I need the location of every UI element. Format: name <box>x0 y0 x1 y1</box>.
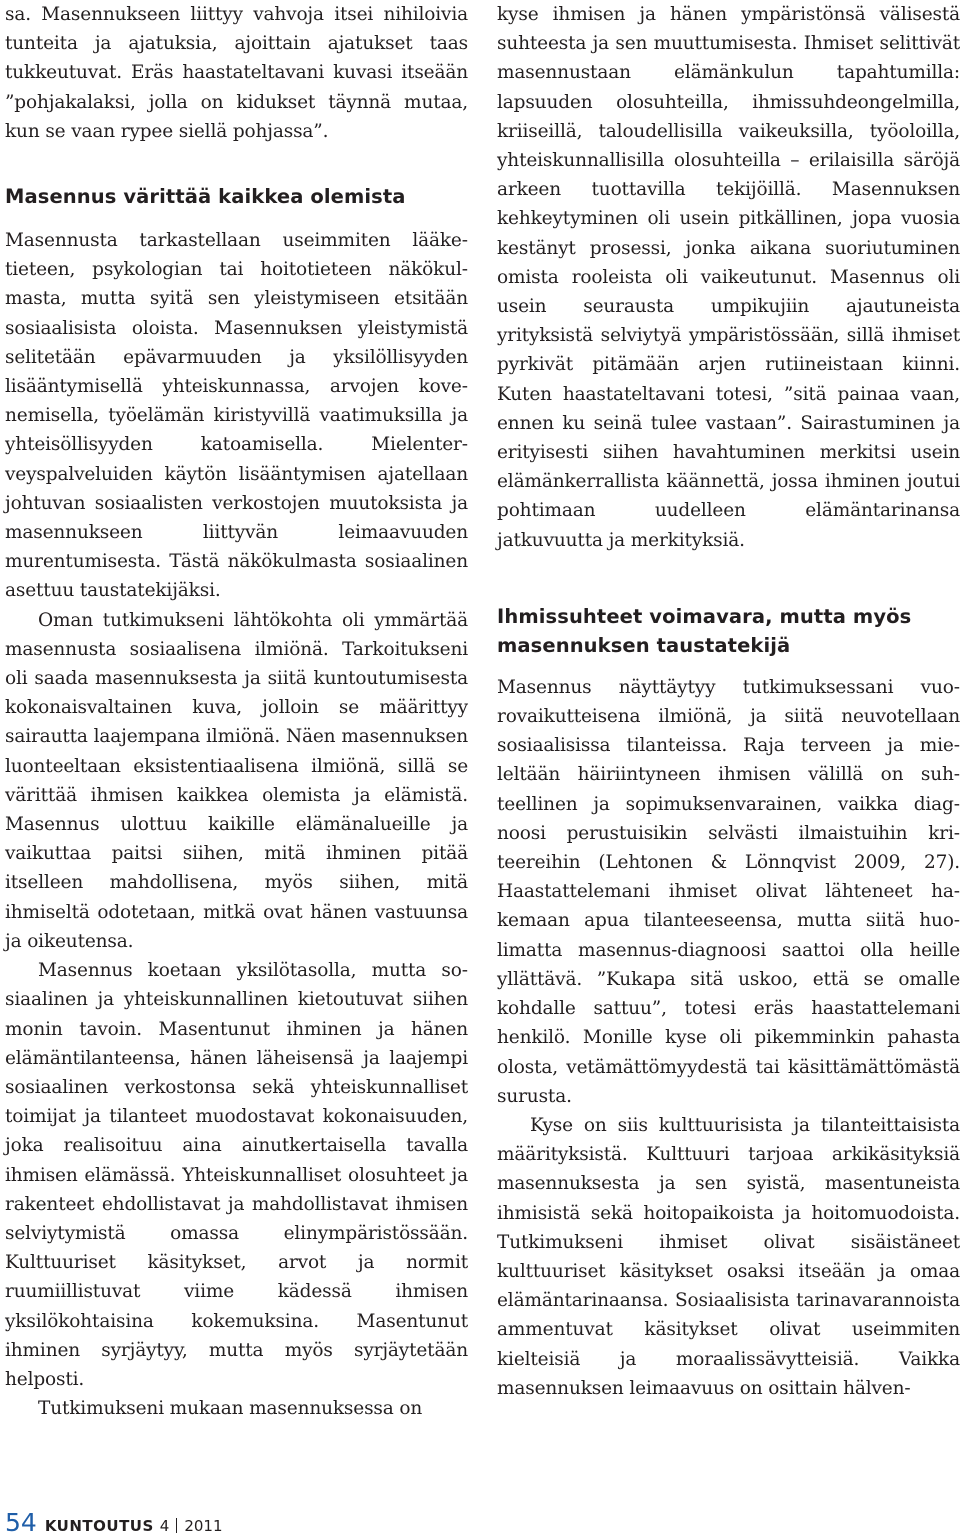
left-column <box>5 0 468 1423</box>
issue-year: 2011 <box>184 1517 223 1535</box>
page-number: 54 <box>5 1508 37 1537</box>
right-paragraph-2: Masennus näyttäytyy tutkimuksessani vuorovaikutteisena ilmiönä, ja siitä neuvotellaan sosiaalisissa tilanteissa. Raja terveen ja mieleltään häiriintyneen ihmisen välillä on suhteellinen ja sopimuksenvarainen, vaikka diagnoosi perustuisikin selvästi ilmaistuihin kriteereihin (Lehtonen & Lönnqvist 2009, 27). Haastattelemani ihmiset olivat lähteneet hakemaan apua tilanteeseensa, mutta siitä huolimatta masennus-diagnoosi saattoi olla heille yllättävä. ”Kukapa sitä uskoo, että se omalle kohdalle sattuu”, totesi eräs haastattelemani henkilö. Monille kyse oli pikemminkin pahasta olosta, vetämättömyydestä tai käsittämättömästä surusta. <box>497 676 960 1107</box>
section-heading-ihmissuhteet: Ihmissuhteet voimavara, mutta myös masennuksen taustatekijä <box>497 604 912 657</box>
right-paragraph-1: kyse ihmisen ja hänen ympäristönsä välisestä suhteesta ja sen muuttumisesta. Ihmiset selittivät masennustaan elämänkulun tapahtumilla: lapsuuden olosuhteilla, ihmissuhdeongelmilla, kriiseillä, taloudellisilla vaikeuksilla, työoloilla, yhteiskunnallisilla olosuhteilla – erilaisilla säröjä arkeen tuottavilla tekijöillä. Masennuksen kehkeytyminen oli usein pitkällinen, jopa vuosia kestänyt prosessi, jonka aikana suoriutuminen omista rooleista oli vaikeutunut. Masennus oli usein seurausta umpikujiin ajautuneista yrityksistä selviytyä ympäristössään, sillä ihmiset pyrkivät pitämään arjen rutiineistaan kiinni. Kuten haastateltavani totesi, ”sitä painaa vaan, ennen ku seinä tulee vastaan”. Sairastuminen ja erityisesti siihen havahtuminen merkitsi usein elämänkerrallista käännettä, jossa ihminen joutui pohtimaan uudelleen elämäntarinansa jatkuvuutta ja merkityksiä. <box>497 4 960 551</box>
right-paragraph-3: Kyse on siis kulttuurisista ja tilanteittaisista määrityksistä. Kulttuuri tarjoaa arkikäsityksiä masennuksesta ja sen syistä, masentuneista ihmisistä sekä hoitopaikoista ja hoitomuodoista. Tutkimukseni ihmiset olivat sisäistäneet kulttuuriset käsitykset osaksi itseään ja omaa elämäntarinaansa. Sosiaalisista tarinavarannoista ammentuvat käsitykset olivat useimmiten kielteisiä ja moraalissävytteisiä. Vaikka masennuksen leimaavuus on osittain hälven- <box>497 1114 960 1399</box>
left-paragraph-3: Oman tutkimukseni lähtökohta oli ymmärtää masennusta sosiaalisena ilmiönä. Tarkoitukseni oli saada masennuksesta ja siitä kuntoutumisesta kokonaisvaltainen kuva, jolloin se määrittyy sairautta laajempana ilmiönä. Näen masennuksen luonteeltaan eksistentiaalisena ilmiönä, sillä se värittää ihmisen kaikkea olemista ja elämistä. Masennus ulottuu kaikille elämänalueille ja vaikuttaa paitsi siihen, mitä ihminen pitää itselleen mahdollisena, myös siihen, mitä ihmiseltä odotetaan, mitkä ovat hänen vastuunsa ja oikeutensa. <box>5 609 468 952</box>
issue-number: 4 <box>159 1517 170 1535</box>
footer-divider <box>176 1518 177 1533</box>
magazine-name: KUNTOUTUS <box>44 1517 154 1535</box>
left-paragraph-4: Masennus koetaan yksilötasolla, mutta sosiaalinen ja yhteiskunnallinen kietoutuvat siihen monin tavoin. Masentunut ihminen ja hänen elämäntilanteensa, hänen läheisensä ja laajempi sosiaalinen verkostonsa sekä yhteiskunnalliset toimijat ja tilanteet muodostavat kokonaisuuden, joka realisoituu aina ainutkertaisella tavalla ihmisen elämässä. Yhteiskunnalliset olosuhteet ja rakenteet ehdollistavat ja mahdollistavat ihmisen selviytymistä omassa elinympäristössään. Kulttuuriset käsitykset, arvot ja normit ruumiillistuvat viime kädessä ihmisen yksilökohtaisina kokemuksina. Masentunut ihminen syrjäytyy, mutta myös syrjäytetään helposti. <box>5 960 468 1390</box>
left-paragraph-1: sa. Masennukseen liittyy vahvoja itsei nihiloivia tunteita ja ajatuksia, ajoittain ajatukset taas tukkeutuvat. Eräs haastateltavani kuvasi itseään ”pohjakalaksi, jolla on kidukset täynnä mutaa, kun se vaan rypee siellä pohjassa”. <box>5 4 468 142</box>
section-heading-masennus: Masennus värittää kaikkea olemista <box>5 185 406 209</box>
left-paragraph-5: Tutkimukseni mukaan masennuksessa on <box>38 1398 423 1420</box>
left-paragraph-2: Masennusta tarkastellaan useimmiten lääketieteen, psykologian tai hoitotieteen näkökulmasta, mutta syitä sen yleistymiseen etsitään sosiaalisista oloista. Masennuksen yleistymistä selitetään epävarmuuden ja yksilöllisyyden lisääntymisellä yhteiskunnassa, arvojen kovenemisella, työelämän kiristyvillä vaatimuksilla ja yhteisöllisyyden katoamisella. Mielenterveyspalveluiden käytön lisääntymisen ajatellaan johtuvan sosiaalisten verkostojen muutoksista ja masennukseen liittyvän leimaavuuden murentumisesta. Tästä näkökulmasta sosiaalinen asettuu taustatekijäksi. <box>5 230 468 602</box>
right-column <box>497 0 960 1403</box>
page-footer <box>5 1508 223 1540</box>
